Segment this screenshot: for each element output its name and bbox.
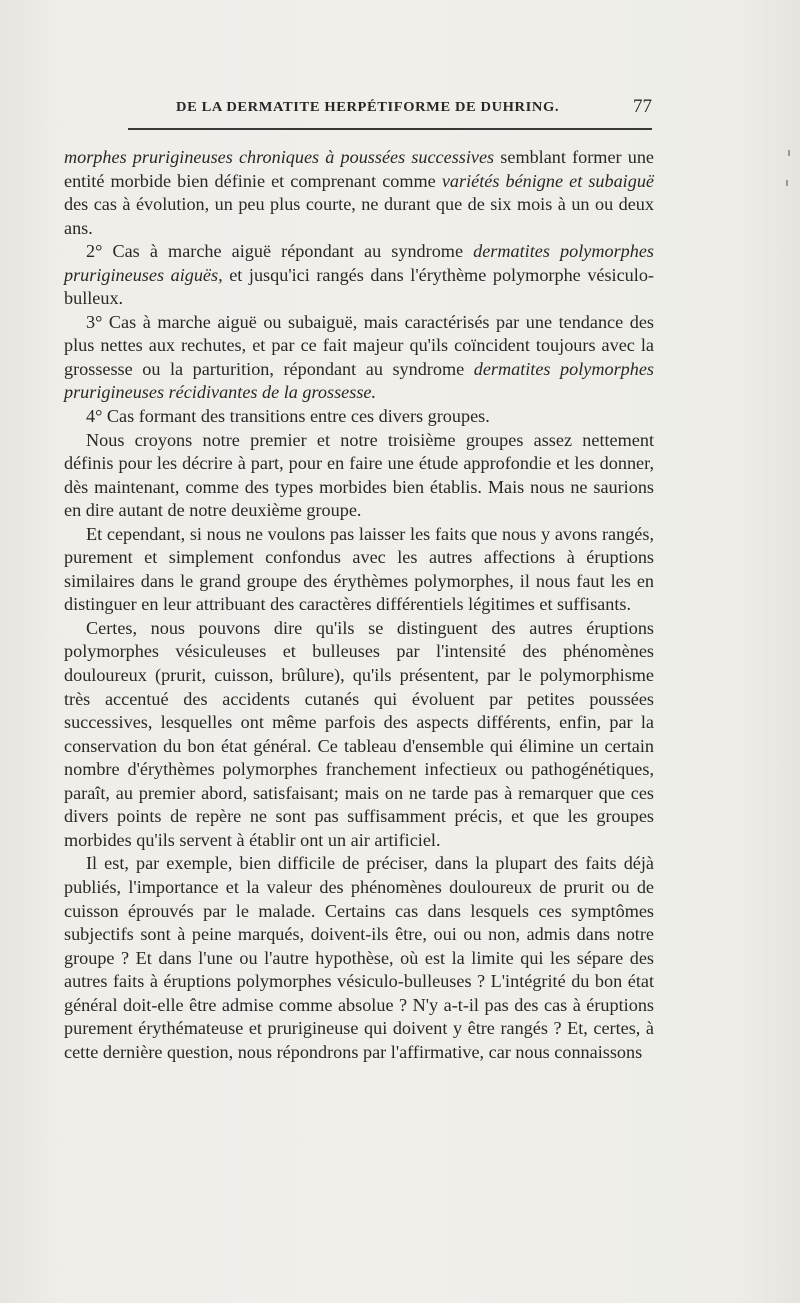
italic-phrase: morphes prurigineuses chroniques à poussées successives [64,147,495,167]
running-head: DE LA DERMATITE HERPÉTIFORME DE DUHRING. [176,100,560,115]
paragraph-7: Certes, nous pouvons dire qu'ils se distinguent des autres éruptions polymorphes vésiculeuses et bulleuses par l'intensité des phénomènes douloureux (prurit, cuisson, brûlure), qu'ils présentent, par le polymorphisme très accentué des accidents cutanés qui évoluent par petites poussées successives, lesquelles ont même parfois des aspects différents, enfin, par la conservation du bon état général. Ce tableau d'ensemble qui élimine un certain nombre d'érythèmes polymorphes franchement infectieux ou pathogénétiques, paraît, au premier abord, satisfaisant; mais on ne tarde pas à remarquer que ces divers points de repère ne sont pas suffisamment précis, et que les groupes morbides qu'ils servent à établir ont un air artificiel. [64,617,654,850]
italic-phrase: dermatites polymorphes prurigineuses récidivantes de la grossesse. [64,358,654,403]
text-run: 2° Cas à marche aiguë répondant au syndrome [86,241,474,262]
italic-phrase: variétés bénigne et subaiguë [441,170,654,191]
paragraph-1 [64,146,654,240]
header-rule [128,128,652,130]
paragraph-3 [64,311,654,405]
italic-phrase: dermatites polymorphes prurigineuses aiguës, [64,241,654,285]
text-run: semblant former une entité morbide bien définie et comprenant comme [64,147,654,191]
page-header [64,96,652,120]
text-run: des cas à évolution, un peu plus courte, ne durant que de six mois à un ou deux ans. [64,194,654,238]
page-number: 77 [633,96,652,117]
text-run: et jusqu'ici rangés dans l'érythème polymorphe vésiculo-bulleux. [64,264,654,309]
paragraph-5: Nous croyons notre premier et notre troisième groupes assez nettement définis pour les décrire à part, pour en faire une étude approfondie et les donner, dès maintenant, comme des types morbides bien établis. Mais nous ne saurions en dire autant de notre deuxième groupe. [64,429,654,521]
margin-marks [786,150,792,210]
paragraph-6: Et cependant, si nous ne voulons pas laisser les faits que nous y avons rangés, purement et simplement confondus avec les autres affections à éruptions similaires dans le grand groupe des érythèmes polymorphes, il nous faut les en distinguer en leur attribuant des caractères différentiels légitimes et suffisants. [64,523,654,615]
paragraph-2 [64,240,654,311]
body-text [64,146,654,1064]
paragraph-8: Il est, par exemple, bien difficile de préciser, dans la plupart des faits déjà publiés, l'importance et la valeur des phénomènes douloureux de prurit ou de cuisson éprouvés par le malade. Certains cas dans lesquels ces symptômes subjectifs sont à peine marqués, doivent-ils être, oui ou non, admis dans notre groupe ? Et dans l'une ou l'autre hypothèse, où est la limite qui les sépare des autres faits à éruptions polymorphes vésiculo-bulleuses ? L'intégrité du bon état général doit-elle être admise comme absolue ? N'y a-t-il pas des cas à éruptions purement érythémateuse et prurigineuse qui doivent y être rangés ? Et, certes, à cette dernière question, nous répondrons par l'affirmative, car nous connaissons [64,853,654,1062]
paragraph-4: 4° Cas formant des transitions entre ces divers groupes. [86,406,490,427]
text-run: 3° Cas à marche aiguë ou subaiguë, mais caractérisés par une tendance des plus nettes aux rechutes, et par ce fait majeur qu'ils coïncident toujours avec la grossesse ou la parturition, répondant au syndrome [64,311,654,379]
